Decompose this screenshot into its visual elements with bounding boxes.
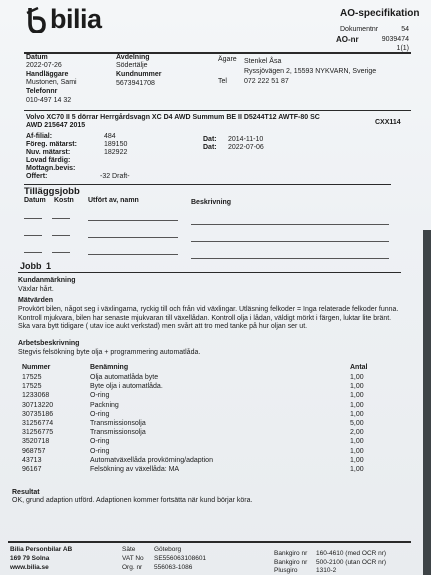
af-filial-label: Af-filial: — [26, 133, 53, 140]
org-label: Org. nr — [122, 564, 143, 571]
bankgiro2-label: Bankgiro nr — [274, 559, 308, 566]
plusgiro-label: Plusgiro — [274, 567, 298, 574]
footer-web: www.bilia.se — [10, 564, 49, 571]
bilia-logo — [26, 4, 102, 35]
registration-number: CXX114 — [375, 119, 401, 126]
telefonnr-value: 010-497 14 32 — [26, 97, 72, 104]
vehicle-model: Volvo XC70 II 5 dörrar Herrgårdsvagn XC D4 AWD Summum BE II D5244T12 AWTF-80 SC — [26, 114, 320, 121]
part-quantity: 1,00 — [350, 456, 364, 464]
tillagg-rule — [24, 184, 391, 185]
part-description: O-ring — [90, 392, 110, 400]
part-description: Transmissionsolja — [90, 429, 146, 437]
part-description: Packning — [90, 401, 119, 409]
brand-name: bilia — [50, 4, 102, 34]
vat-value: SE556063108601 — [154, 555, 207, 562]
parts-header-benamning: Benämning — [90, 364, 129, 371]
part-description: Felsökning av växellåda: MA — [90, 466, 180, 473]
tel-value: 072 222 51 87 — [244, 78, 289, 85]
part-quantity: 1,00 — [350, 383, 364, 391]
part-quantity: 5,00 — [350, 420, 364, 427]
nuv-label: Nuv. mätarst: — [26, 149, 71, 156]
dat1-value: 2014-11-10 — [228, 136, 264, 143]
telefonnr-label: Telefonnr — [26, 88, 58, 95]
datum-value: 2022-07-26 — [26, 62, 62, 69]
plusgiro-value: 1310-2 — [316, 567, 337, 574]
part-number: 968757 — [22, 447, 46, 455]
af-filial-value: 484 — [104, 133, 116, 140]
part-number: 31256774 — [22, 420, 54, 427]
dokumentnr-label: Dokumentnr — [340, 26, 379, 33]
job-number: 1 — [46, 261, 52, 271]
part-quantity: 2,00 — [350, 429, 364, 437]
datum-label: Datum — [26, 54, 48, 61]
nuv-value: 182922 — [104, 149, 128, 156]
part-description: O-ring — [90, 410, 110, 418]
kundanm-text: Växlar hårt. — [18, 286, 54, 293]
vehicle-rule — [24, 110, 411, 111]
part-description: O-ring — [90, 438, 110, 446]
matvarden-label: Mätvärden — [18, 297, 54, 304]
tillagg-title: Tilläggsjobb — [24, 186, 80, 197]
part-number: 31256775 — [22, 429, 54, 437]
parts-header-nummer: Nummer — [22, 364, 51, 371]
kundnummer-value: 5673941708 — [116, 80, 155, 87]
dokumentnr-value: 54 — [401, 26, 409, 33]
kundanm-label: Kundanmärkning — [18, 277, 76, 284]
part-number: 30735186 — [22, 410, 54, 418]
part-description: Olja automatlåda byte — [90, 374, 159, 381]
org-value: 556063-1086 — [154, 564, 193, 571]
foreg-value: 189150 — [104, 141, 128, 148]
part-quantity: 1,00 — [350, 401, 364, 409]
footer-company: Bilia Personbilar AB — [10, 546, 73, 553]
bankgiro1-value: 160-4610 (med OCR nr) — [316, 550, 387, 557]
offert-label: Offert: — [26, 173, 48, 180]
background-edge — [423, 230, 431, 575]
tel-label: Tel — [218, 78, 227, 85]
arbets-text: Stegvis felsökning byte olja + programmering automatlåda. — [18, 349, 201, 356]
vat-label: VAT No — [122, 555, 144, 562]
lovad-label: Lovad färdig: — [26, 157, 71, 164]
job-title: Jobb — [20, 261, 42, 271]
sate-value: Göteborg — [154, 546, 182, 553]
avdelning-label: Avdelning — [116, 54, 150, 61]
part-quantity: 1,00 — [350, 374, 364, 381]
dat2-label: Dat: — [203, 144, 217, 151]
offert-value: -32 Draft- — [100, 173, 130, 180]
sate-label: Säte — [122, 546, 136, 553]
handlaggare-value: Mustonen, Sami — [26, 79, 77, 86]
part-number: 17525 — [22, 374, 42, 381]
agare-label: Ägare — [218, 56, 237, 63]
part-description: O-ring — [90, 447, 110, 455]
ao-value: 9039474 — [381, 36, 409, 43]
result-text: OK, grund adaption utförd. Adaptionen kommer fortsätta när kund börjar köra. — [12, 497, 253, 504]
avdelning-value: Södertälje — [116, 62, 148, 69]
part-number: 1233068 — [22, 392, 50, 400]
bankgiro2-value: 500-2100 (utan OCR nr) — [316, 559, 387, 566]
matvarden-text: Provkört bilen, något seg i växlingarna, ryckig till och från vid växlingar. Utläsning felkoder = Inga relaterade felkoder funna. Kontroll mjukvara, bilen har senaste mjukvaran till växellådan. Kontroll olja i lådan, väldigt mörkt i färgen, luktar lite bränt. Ska vara bytt tidigare ( utav ice aukt verkstad) men svårt att tro med tanke på hur oljan ser ut. — [18, 306, 399, 331]
part-description: Transmissionsolja — [90, 420, 146, 427]
part-number: 43713 — [22, 456, 42, 464]
kundnummer-label: Kundnummer — [116, 71, 162, 78]
part-quantity: 1,00 — [350, 438, 364, 446]
footer-address: 169 79 Solna — [10, 555, 50, 562]
part-number: 30713220 — [22, 401, 54, 409]
part-quantity: 1,00 — [350, 447, 364, 455]
part-quantity: 1,00 — [350, 392, 364, 400]
job-rule — [18, 272, 401, 273]
footer-rule — [8, 541, 411, 543]
dat2-value: 2022-07-06 — [228, 144, 264, 151]
vehicle-model-line2: AWD 215647 2015 — [26, 122, 86, 129]
mottagn-label: Mottagn.bevis: — [26, 165, 76, 172]
parts-header-antal: Antal — [350, 364, 368, 371]
owner-address: Ryssjövägen 2, 15593 NYKVARN, Sverige — [244, 68, 377, 75]
result-label: Resultat — [12, 489, 40, 496]
handlaggare-label: Handläggare — [26, 71, 69, 78]
tillagg-col-beskrivning: Beskrivning — [191, 199, 232, 206]
header-rule — [24, 52, 411, 54]
part-number: 17525 — [22, 383, 42, 391]
agare-value: Stenkel Åsa — [244, 58, 282, 65]
part-quantity: 1,00 — [350, 410, 364, 418]
dat1-label: Dat: — [203, 136, 217, 143]
tillagg-col-utfort: Utfört av, namn — [88, 197, 139, 204]
page-number: 1(1) — [396, 45, 409, 52]
part-quantity: 1,00 — [350, 466, 364, 473]
doc-title: AO-specifikation — [340, 8, 420, 19]
part-description: Byte olja i automatlåda. — [90, 383, 163, 391]
foreg-label: Föreg. mätarst: — [26, 141, 77, 148]
tillagg-col-datum: Datum — [24, 197, 46, 204]
part-description: Automatväxellåda provkörning/adaption — [90, 456, 213, 464]
ao-label: AO-nr — [336, 35, 359, 44]
bilia-logo-icon — [26, 7, 46, 33]
part-number: 96167 — [22, 466, 42, 473]
arbets-label: Arbetsbeskrivning — [18, 340, 80, 347]
bankgiro1-label: Bankgiro nr — [274, 550, 308, 557]
tillagg-col-kostn: Kostn — [54, 197, 74, 204]
part-number: 3520718 — [22, 438, 50, 446]
